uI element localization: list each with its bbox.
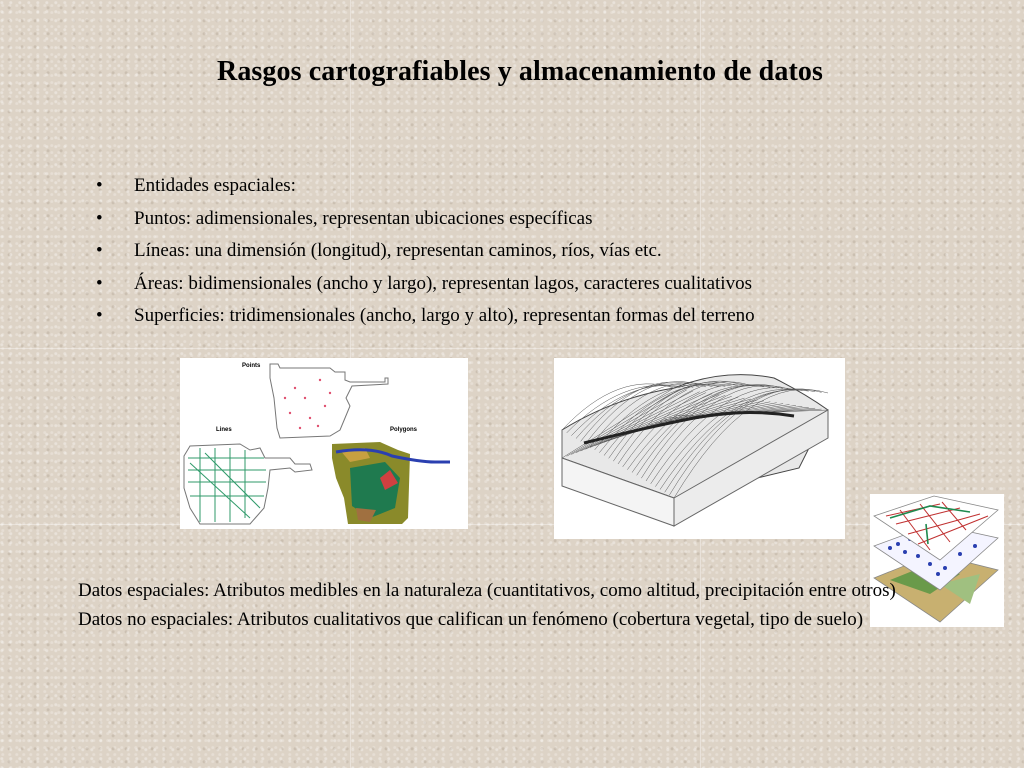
points-markers xyxy=(284,379,331,429)
bullet-item: • Puntos: adimensionales, representan ubicaciones específicas xyxy=(96,203,755,236)
data-types-paragraphs xyxy=(78,576,947,634)
paragraph-nonspatial-data: Datos no espaciales: Atributos cualitativos que califican un fenómeno (cobertura vegetal, tipo de suelo) xyxy=(78,609,864,630)
vector-features-figure xyxy=(180,358,468,529)
points-outline xyxy=(270,364,388,438)
points-label: Points xyxy=(242,363,261,369)
terrain-surface-figure xyxy=(554,358,845,539)
lines-outline xyxy=(184,444,312,524)
lines-network xyxy=(188,448,266,522)
bullet-list xyxy=(96,170,755,333)
bullet-item: • Entidades espaciales: xyxy=(96,170,755,203)
bullet-item: • Líneas: una dimensión (longitud), representan caminos, ríos, vías etc. xyxy=(96,235,755,268)
slide-title: Rasgos cartografiables y almacenamiento de datos xyxy=(217,56,823,87)
lines-label: Lines xyxy=(216,427,232,433)
paragraph-spatial-data: Datos espaciales: Atributos medibles en la naturaleza (cuantitativos, como altitud, precipitación entre otros) xyxy=(78,580,896,601)
terrain-surface-illustration xyxy=(554,358,845,539)
background-tile-line xyxy=(0,348,1024,349)
bullet-item: • Superficies: tridimensionales (ancho, largo y alto), representan formas del terreno xyxy=(96,300,755,333)
polygons-label: Polygons xyxy=(390,427,418,433)
bullet-item: • Áreas: bidimensionales (ancho y largo), representan lagos, caracteres cualitativos xyxy=(96,268,755,301)
vector-features-illustration xyxy=(180,358,468,529)
